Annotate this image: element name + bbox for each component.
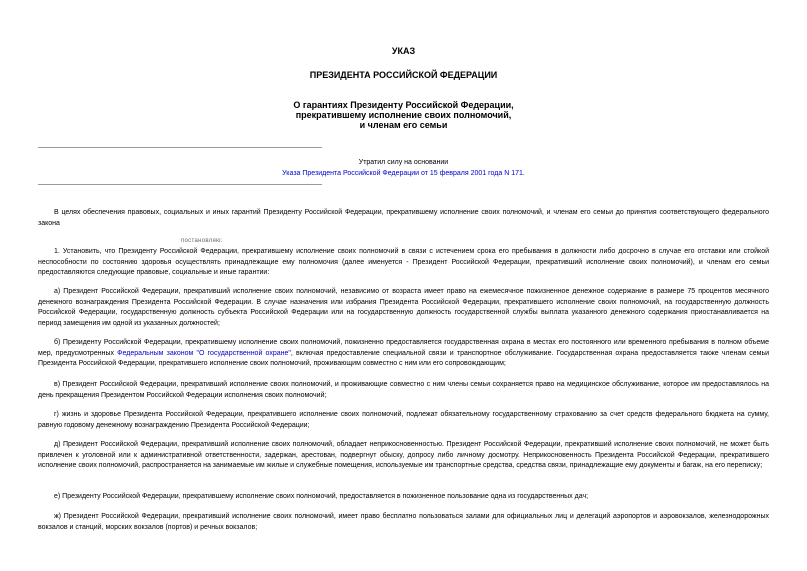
document-name-line-2: прекратившему исполнение своих полномочий, [295,110,512,120]
divider-bottom [38,184,322,185]
status-note [0,157,807,179]
paragraph-b [38,338,769,370]
document-name-line-1: О гарантиях Президенту Российской Федерации, [293,100,514,110]
paragraph-zh: ж) Президент Российской Федерации, прекративший исполнение своих полномочий, имеет право бесплатно пользоваться залами для официальных лиц и делегаций аэропортов и аэровокзалов, железнодорожных вокзалов и станций, морских вокзалов (портов) и речных вокзалов; [38,513,769,531]
document-name [0,100,807,130]
paragraph-g: г) жизнь и здоровье Президента Российской Федерации, прекратившего исполнение своих полномочий, подлежат обязательному государственному страхованию за счет средств федерального бюджета на сумму, равную годовому денежному вознаграждению Президента Российской Федерации; [38,411,769,429]
document-name-line-3: и членам его семьи [359,120,448,130]
decrees-word: постановляю: [181,238,223,244]
law-link[interactable]: Федеральным законом "О государственной охране" [117,349,291,357]
paragraph-d: д) Президент Российской Федерации, прекративший исполнение своих полномочий, обладает неприкосновенностью. Президент Российской Федерации, прекративший исполнение своих полномочий, не может быть привлечен к уголовной или к административной ответственности, задержан, арестован, подвергнут обыску, допросу либо личному досмотру. Неприкосновенность Президента Российской Федерации, прекратившего исполнение своих полномочий, распространяется на занимаемые им жилые и служебные помещения, используемые им транспортные средства, средства связи, принадлежащие ему документы и багаж, на его переписку; [38,441,769,469]
repeal-decree-link[interactable]: Указа Президента Российской Федерации от 15 февраля 2001 года N 171. [282,170,525,177]
status-note-text: Утратил силу на основании [358,159,449,166]
paragraph-a: а) Президент Российской Федерации, прекративший исполнение своих полномочий, независимо от возраста имеет право на ежемесячное пожизненное денежное содержание в размере 75 процентов месячного денежного вознаграждения Президента Российской Федерации. В случае назначения или избрания Президента Российской Федерации, прекратившего исполнение своих полномочий, на государственную должность Российской Федерации, государственную должность субъекта Российской Федерации или на государственную должность государственной службы выплата указанного денежного содержания приостанавливается на период замещения им одной из указанных должностей; [38,288,769,327]
paragraph-b-text-1: б) Президенту Российской Федерации, прекратившему исполнение своих полномочий, пожизненно предоставляется государственная охрана в местах его постоянного или временного пребывания в полном объеме мер, предусмотренных [38,339,769,357]
divider-top [38,147,322,148]
paragraph-v: в) Президент Российской Федерации, прекративший исполнение своих полномочий, и проживающие совместно с ним члены семьи сохраняется право на медицинское обслуживание, которое им предоставлялось на день прекращения Президентом Российской Федерации исполнения своих полномочий; [38,381,769,399]
document-title: УКАЗ [391,46,416,56]
paragraph-e: е) Президенту Российской Федерации, прекратившему исполнение своих полномочий, предоставляется в пожизненное пользование одна из государственных дач; [54,493,589,500]
preamble-paragraph: В целях обеспечения правовых, социальных и иных гарантий Президенту Российской Федерации, прекратившему исполнение своих полномочий, и членам его семьи до принятия соответствующего федерального закона [38,209,769,227]
paragraph-b-text-2: , включая предоставление специальной связи и транспортное обслуживание. Государственная охрана предоставляется также членам семьи Президента Российской Федерации, прекратившего исполнение своих полномочий, проживающим совместно с ним или его сопровождающим; [38,349,769,367]
document-issuer: ПРЕЗИДЕНТА РОССИЙСКОЙ ФЕДЕРАЦИИ [309,70,498,80]
paragraph-1: 1. Установить, что Президенту Российской Федерации, прекратившему исполнение своих полномочий в связи с истечением срока его пребывания в должности либо досрочно в случае его отставки или стойкой неспособности по состоянию здоровья осуществлять принадлежащие ему полномочия (далее именуется - Президент Российской Федерации, прекративший исполнение своих полномочий), и членам его семьи предоставляются следующие правовые, социальные и иные гарантии: [38,248,769,276]
